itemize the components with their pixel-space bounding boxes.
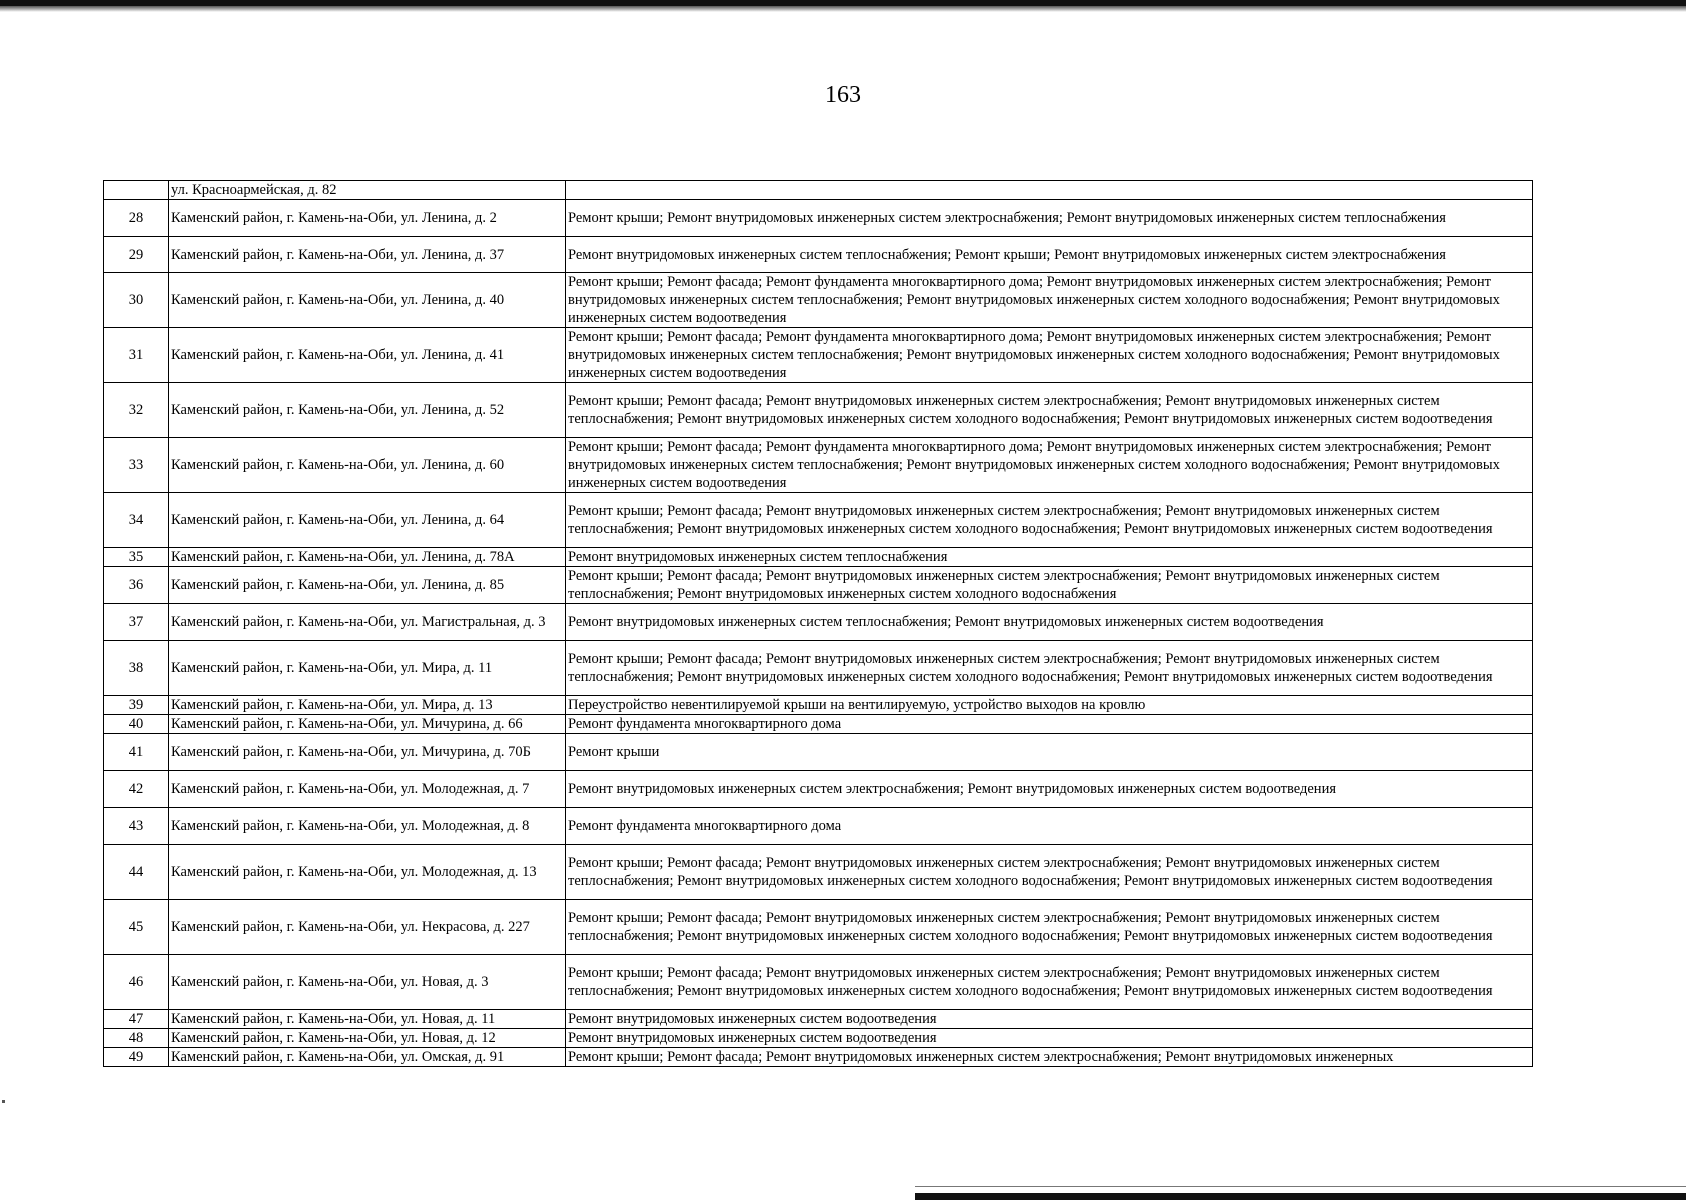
row-address: Каменский район, г. Камень-на-Оби, ул. Ленина, д. 52 bbox=[169, 383, 566, 438]
row-works: Ремонт фундамента многоквартирного дома bbox=[566, 715, 1533, 734]
table-row bbox=[104, 641, 1533, 696]
row-number: 33 bbox=[104, 438, 169, 493]
row-address: Каменский район, г. Камень-на-Оби, ул. Ленина, д. 64 bbox=[169, 493, 566, 548]
scan-speck bbox=[2, 1100, 5, 1103]
row-address: Каменский район, г. Камень-на-Оби, ул. Молодежная, д. 7 bbox=[169, 771, 566, 808]
row-number: 37 bbox=[104, 604, 169, 641]
row-works: Ремонт внутридомовых инженерных систем водоотведения bbox=[566, 1029, 1533, 1048]
row-works: Ремонт крыши; Ремонт фасада; Ремонт фундамента многоквартирного дома; Ремонт внутридомовых инженерных систем электроснабжения; Ремонт внутридомовых инженерных систем теплоснабжения; Ремонт внутридомовых инженерных систем холодного водоснабжения; Ремонт внутридомовых инженерных систем водоотведения bbox=[566, 438, 1533, 493]
table-row bbox=[104, 845, 1533, 900]
table-row bbox=[104, 237, 1533, 273]
row-works: Ремонт крыши; Ремонт фасада; Ремонт внутридомовых инженерных систем электроснабжения; Ремонт внутридомовых инженерных систем теплоснабжения; Ремонт внутридомовых инженерных систем холодного водоснабжения; Ремонт внутридомовых инженерных систем водоотведения bbox=[566, 900, 1533, 955]
row-works: Ремонт внутридомовых инженерных систем теплоснабжения; Ремонт внутридомовых инженерных систем водоотведения bbox=[566, 604, 1533, 641]
table-row bbox=[104, 567, 1533, 604]
table-row bbox=[104, 604, 1533, 641]
row-works: Ремонт фундамента многоквартирного дома bbox=[566, 808, 1533, 845]
row-works: Переустройство невентилируемой крыши на вентилируемую, устройство выходов на кровлю bbox=[566, 696, 1533, 715]
row-number: 47 bbox=[104, 1010, 169, 1029]
row-number: 36 bbox=[104, 567, 169, 604]
table-row bbox=[104, 438, 1533, 493]
row-works: Ремонт крыши; Ремонт фасада; Ремонт внутридомовых инженерных систем электроснабжения; Ремонт внутридомовых инженерных систем теплоснабжения; Ремонт внутридомовых инженерных систем холодного водоснабжения; Ремонт внутридомовых инженерных систем водоотведения bbox=[566, 955, 1533, 1010]
row-number: 28 bbox=[104, 200, 169, 237]
row-address: Каменский район, г. Камень-на-Оби, ул. Ленина, д. 78А bbox=[169, 548, 566, 567]
row-number: 49 bbox=[104, 1048, 169, 1067]
row-address: Каменский район, г. Камень-на-Оби, ул. Омская, д. 91 bbox=[169, 1048, 566, 1067]
page-number: 163 bbox=[825, 82, 861, 108]
table-row bbox=[104, 808, 1533, 845]
row-address: Каменский район, г. Камень-на-Оби, ул. Мичурина, д. 66 bbox=[169, 715, 566, 734]
table-row bbox=[104, 955, 1533, 1010]
row-works: Ремонт крыши; Ремонт внутридомовых инженерных систем электроснабжения; Ремонт внутридомовых инженерных систем теплоснабжения bbox=[566, 200, 1533, 237]
row-address: Каменский район, г. Камень-на-Оби, ул. Ленина, д. 2 bbox=[169, 200, 566, 237]
row-works bbox=[566, 181, 1533, 200]
table-row bbox=[104, 383, 1533, 438]
table-row bbox=[104, 328, 1533, 383]
row-address: Каменский район, г. Камень-на-Оби, ул. Магистральная, д. 3 bbox=[169, 604, 566, 641]
row-works: Ремонт внутридомовых инженерных систем теплоснабжения bbox=[566, 548, 1533, 567]
row-works: Ремонт внутридомовых инженерных систем теплоснабжения; Ремонт крыши; Ремонт внутридомовых инженерных систем электроснабжения bbox=[566, 237, 1533, 273]
table-row bbox=[104, 493, 1533, 548]
row-address: ул. Красноармейская, д. 82 bbox=[169, 181, 566, 200]
row-number: 39 bbox=[104, 696, 169, 715]
row-number: 46 bbox=[104, 955, 169, 1010]
row-number: 48 bbox=[104, 1029, 169, 1048]
table-row bbox=[104, 181, 1533, 200]
repair-table bbox=[103, 180, 1533, 1067]
table-row bbox=[104, 1010, 1533, 1029]
table-row bbox=[104, 200, 1533, 237]
row-number bbox=[104, 181, 169, 200]
table-row bbox=[104, 1029, 1533, 1048]
row-number: 35 bbox=[104, 548, 169, 567]
table-row bbox=[104, 715, 1533, 734]
row-address: Каменский район, г. Камень-на-Оби, ул. Ленина, д. 37 bbox=[169, 237, 566, 273]
row-number: 38 bbox=[104, 641, 169, 696]
row-works: Ремонт крыши; Ремонт фасада; Ремонт внутридомовых инженерных систем электроснабжения; Ремонт внутридомовых инженерных систем теплоснабжения; Ремонт внутридомовых инженерных систем холодного водоснабжения bbox=[566, 567, 1533, 604]
row-address: Каменский район, г. Камень-на-Оби, ул. Ленина, д. 85 bbox=[169, 567, 566, 604]
row-works: Ремонт крыши; Ремонт фасада; Ремонт внутридомовых инженерных систем электроснабжения; Ремонт внутридомовых инженерных систем теплоснабжения; Ремонт внутридомовых инженерных систем холодного водоснабжения; Ремонт внутридомовых инженерных систем водоотведения bbox=[566, 493, 1533, 548]
row-works: Ремонт крыши; Ремонт фасада; Ремонт внутридомовых инженерных систем электроснабжения; Ремонт внутридомовых инженерных систем теплоснабжения; Ремонт внутридомовых инженерных систем холодного водоснабжения; Ремонт внутридомовых инженерных систем водоотведения bbox=[566, 641, 1533, 696]
row-address: Каменский район, г. Камень-на-Оби, ул. Молодежная, д. 13 bbox=[169, 845, 566, 900]
row-number: 29 bbox=[104, 237, 169, 273]
row-works: Ремонт крыши; Ремонт фасада; Ремонт фундамента многоквартирного дома; Ремонт внутридомовых инженерных систем электроснабжения; Ремонт внутридомовых инженерных систем теплоснабжения; Ремонт внутридомовых инженерных систем холодного водоснабжения; Ремонт внутридомовых инженерных систем водоотведения bbox=[566, 273, 1533, 328]
row-address: Каменский район, г. Камень-на-Оби, ул. Мира, д. 13 bbox=[169, 696, 566, 715]
row-address: Каменский район, г. Камень-на-Оби, ул. Некрасова, д. 227 bbox=[169, 900, 566, 955]
table-row bbox=[104, 771, 1533, 808]
row-number: 34 bbox=[104, 493, 169, 548]
row-number: 43 bbox=[104, 808, 169, 845]
scan-top-shade bbox=[0, 6, 1686, 12]
table-row bbox=[104, 1048, 1533, 1067]
row-address: Каменский район, г. Камень-на-Оби, ул. Новая, д. 11 bbox=[169, 1010, 566, 1029]
row-number: 45 bbox=[104, 900, 169, 955]
row-number: 31 bbox=[104, 328, 169, 383]
row-address: Каменский район, г. Камень-на-Оби, ул. Новая, д. 12 bbox=[169, 1029, 566, 1048]
row-number: 44 bbox=[104, 845, 169, 900]
row-address: Каменский район, г. Камень-на-Оби, ул. Мичурина, д. 70Б bbox=[169, 734, 566, 771]
scan-bottom-thin-line bbox=[915, 1186, 1686, 1187]
table-row bbox=[104, 273, 1533, 328]
scan-bottom-edge bbox=[915, 1193, 1686, 1200]
row-address: Каменский район, г. Камень-на-Оби, ул. Новая, д. 3 bbox=[169, 955, 566, 1010]
row-works: Ремонт крыши; Ремонт фасада; Ремонт фундамента многоквартирного дома; Ремонт внутридомовых инженерных систем электроснабжения; Ремонт внутридомовых инженерных систем теплоснабжения; Ремонт внутридомовых инженерных систем холодного водоснабжения; Ремонт внутридомовых инженерных систем водоотведения bbox=[566, 328, 1533, 383]
row-works: Ремонт крыши; Ремонт фасада; Ремонт внутридомовых инженерных систем электроснабжения; Ремонт внутридомовых инженерных систем теплоснабжения; Ремонт внутридомовых инженерных систем холодного водоснабжения; Ремонт внутридомовых инженерных систем водоотведения bbox=[566, 383, 1533, 438]
row-address: Каменский район, г. Камень-на-Оби, ул. Молодежная, д. 8 bbox=[169, 808, 566, 845]
row-works: Ремонт крыши; Ремонт фасада; Ремонт внутридомовых инженерных систем электроснабжения; Ремонт внутридомовых инженерных bbox=[566, 1048, 1533, 1067]
table-row bbox=[104, 734, 1533, 771]
row-address: Каменский район, г. Камень-на-Оби, ул. Ленина, д. 40 bbox=[169, 273, 566, 328]
row-works: Ремонт крыши bbox=[566, 734, 1533, 771]
row-works: Ремонт внутридомовых инженерных систем электроснабжения; Ремонт внутридомовых инженерных систем водоотведения bbox=[566, 771, 1533, 808]
table-row bbox=[104, 900, 1533, 955]
table-row bbox=[104, 548, 1533, 567]
row-works: Ремонт крыши; Ремонт фасада; Ремонт внутридомовых инженерных систем электроснабжения; Ремонт внутридомовых инженерных систем теплоснабжения; Ремонт внутридомовых инженерных систем холодного водоснабжения; Ремонт внутридомовых инженерных систем водоотведения bbox=[566, 845, 1533, 900]
table-row bbox=[104, 696, 1533, 715]
row-number: 30 bbox=[104, 273, 169, 328]
row-number: 41 bbox=[104, 734, 169, 771]
row-number: 40 bbox=[104, 715, 169, 734]
row-address: Каменский район, г. Камень-на-Оби, ул. Мира, д. 11 bbox=[169, 641, 566, 696]
row-works: Ремонт внутридомовых инженерных систем водоотведения bbox=[566, 1010, 1533, 1029]
row-address: Каменский район, г. Камень-на-Оби, ул. Ленина, д. 41 bbox=[169, 328, 566, 383]
row-number: 42 bbox=[104, 771, 169, 808]
row-number: 32 bbox=[104, 383, 169, 438]
row-address: Каменский район, г. Камень-на-Оби, ул. Ленина, д. 60 bbox=[169, 438, 566, 493]
